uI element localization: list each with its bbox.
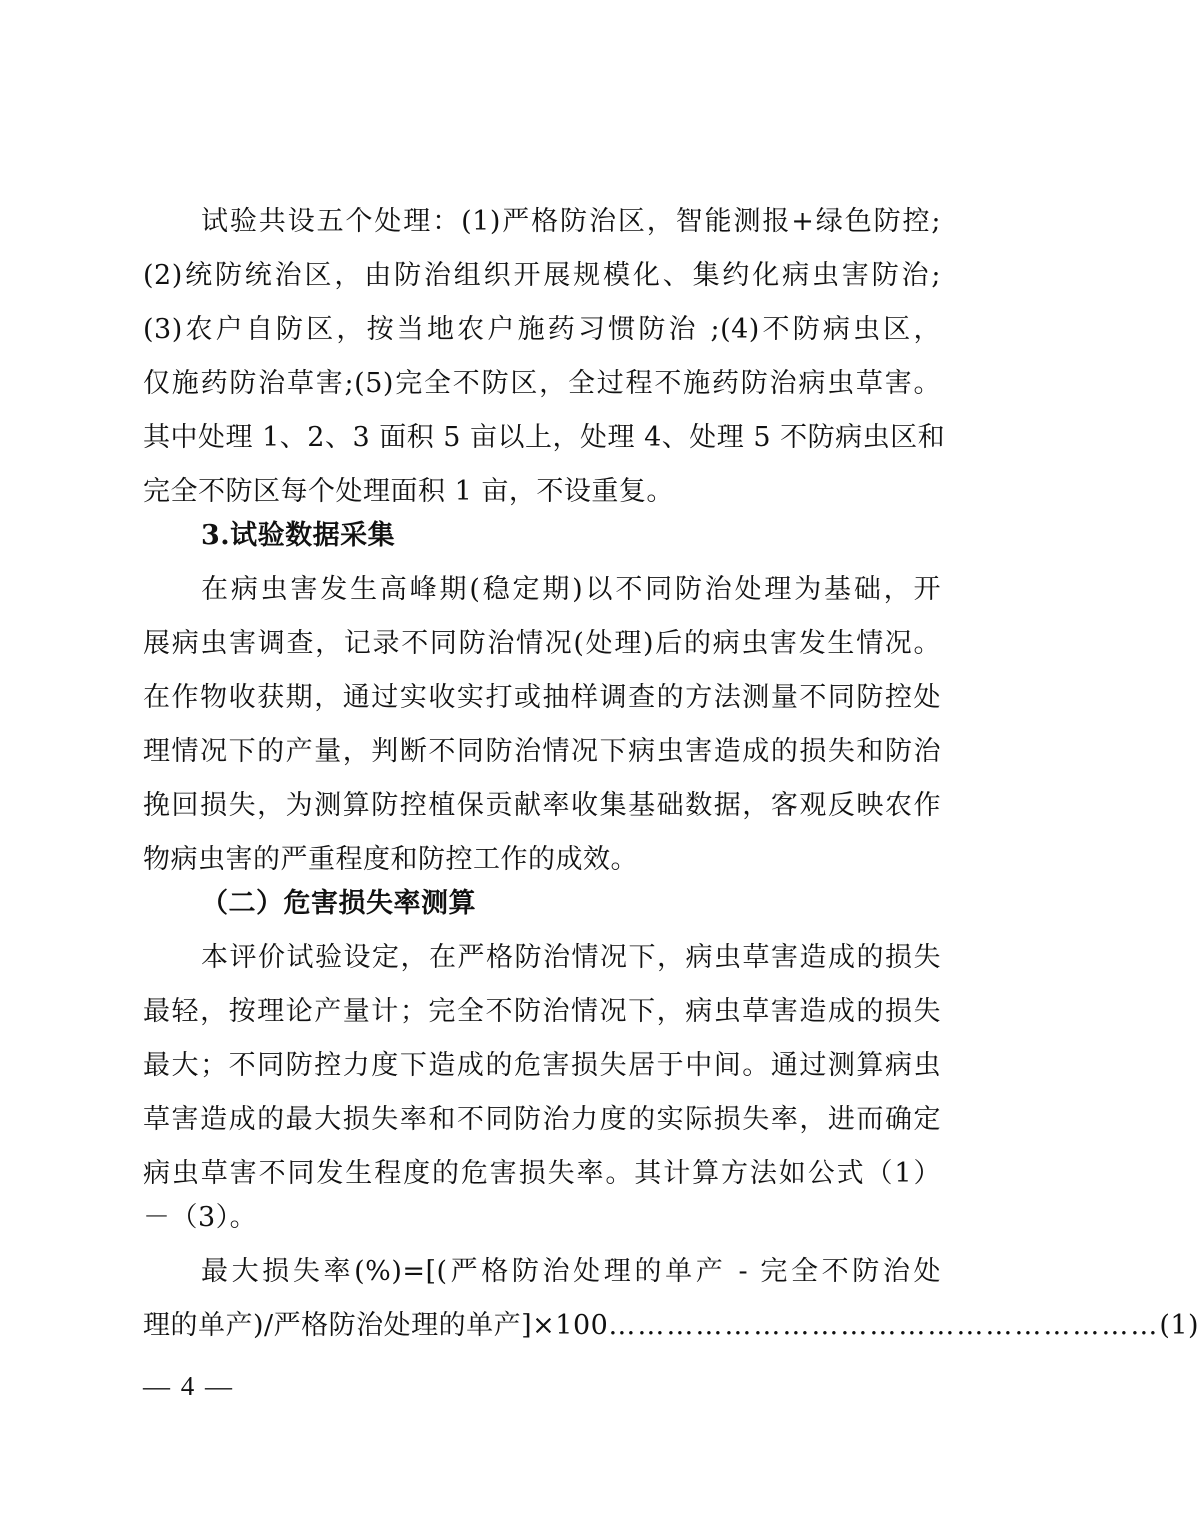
paragraph-loss-line: 本评价试验设定，在严格防治情况下，病虫草害造成的损失: [201, 942, 941, 973]
paragraph-data-line: 在病虫害发生高峰期(稳定期)以不同防治处理为基础，开: [201, 574, 941, 605]
formula-text: 理的单产)/严格防治处理的单产]×100: [143, 1310, 609, 1341]
paragraph-treatments-line: (3)农户自防区，按当地农户施药习惯防治 ;(4)不防病虫区，: [143, 314, 941, 345]
paragraph-treatments-line: 仅施药防治草害;(5)完全不防区，全过程不施药防治病虫草害。: [143, 368, 941, 399]
paragraph-treatments-line: 试验共设五个处理：(1)严格防治区，智能测报+绿色防控;: [201, 206, 941, 237]
paragraph-data-line: 物病虫害的严重程度和防控工作的成效。: [143, 844, 638, 875]
paragraph-data-line: 在作物收获期，通过实收实打或抽样调查的方法测量不同防控处: [143, 682, 941, 713]
paragraph-data-line: 理情况下的产量，判断不同防治情况下病虫害造成的损失和防治: [143, 736, 941, 767]
paragraph-loss-line: 最轻，按理论产量计；完全不防治情况下，病虫草害造成的损失: [143, 996, 941, 1027]
formula-line: 最大损失率(%)=[(严格防治处理的单产 - 完全不防治处: [201, 1256, 941, 1287]
formula-leader-dots: …………………………………………………: [608, 1310, 1160, 1341]
paragraph-loss-line: 最大；不同防控力度下造成的危害损失居于中间。通过测算病虫: [143, 1050, 941, 1081]
paragraph-data-line: 展病虫害调查，记录不同防治情况(处理)后的病虫害发生情况。: [143, 628, 941, 659]
section-heading-loss-rate: （二）危害损失率测算: [201, 888, 476, 919]
paragraph-data-line: 挽回损失，为测算防控植保贡献率收集基础数据，客观反映农作: [143, 790, 941, 821]
paragraph-loss-line: 病虫草害不同发生程度的危害损失率。其计算方法如公式（1）: [143, 1158, 941, 1189]
section-heading-data-collection: 3.试验数据采集: [201, 520, 396, 551]
equation-number: (1): [1159, 1310, 1199, 1341]
paragraph-loss-line: －（3）。: [143, 1202, 258, 1233]
page-number: — 4 —: [143, 1371, 234, 1401]
paragraph-treatments-line: 完全不防区每个处理面积 1 亩，不设重复。: [143, 476, 674, 507]
paragraph-treatments-line: 其中处理 1、2、3 面积 5 亩以上，处理 4、处理 5 不防病虫区和: [143, 422, 946, 453]
paragraph-loss-line: 草害造成的最大损失率和不同防治力度的实际损失率，进而确定: [143, 1104, 941, 1135]
paragraph-treatments-line: (2)统防统治区，由防治组织开展规模化、集约化病虫害防治;: [143, 260, 941, 291]
formula-line-continued: [143, 1308, 1199, 1344]
